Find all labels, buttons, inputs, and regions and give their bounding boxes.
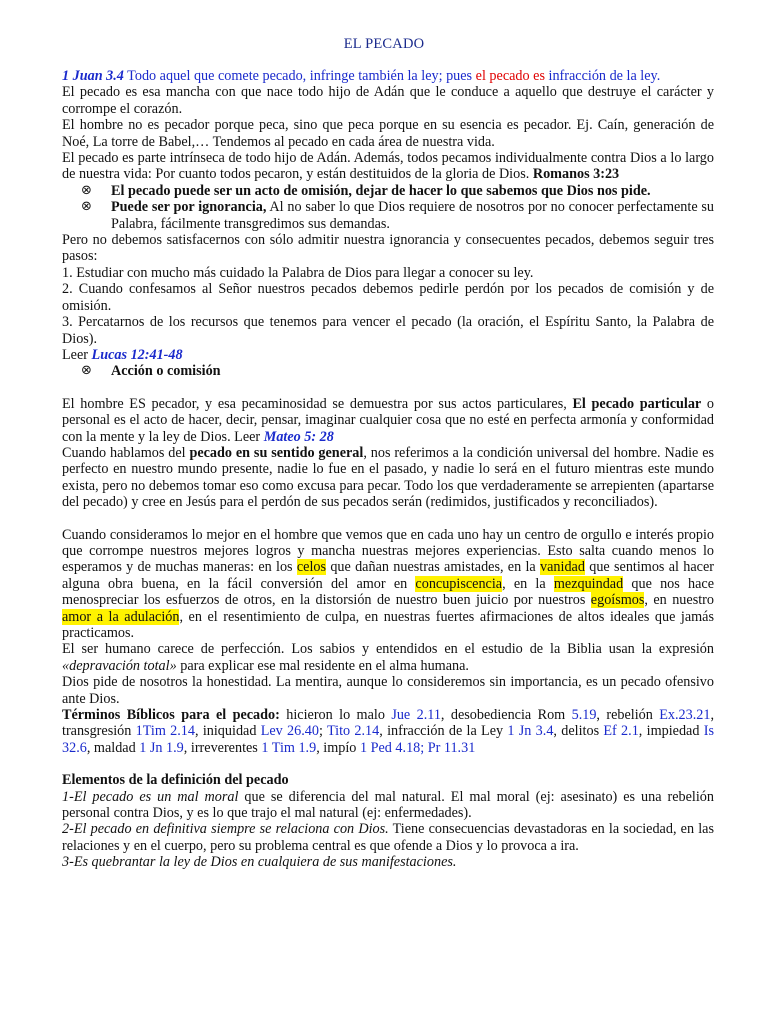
highlight: egoísmos xyxy=(590,592,645,609)
scripture-link[interactable]: Lev 26.40 xyxy=(260,723,319,740)
paragraph: El hombre no es pecador porque peca, sino que peca porque en su esencia es pecador. Ej. Caín, generación de Noé, La torre de Babel,… Tendemos al pecado en cada área de nuestra vida. xyxy=(62,117,714,150)
scripture-link[interactable]: Tito 2.14 xyxy=(326,723,380,740)
bullet-cross-icon: ⊗ xyxy=(81,199,92,215)
bullet-cross-icon: ⊗ xyxy=(81,363,92,379)
scripture-link[interactable]: Ef 2.1 xyxy=(603,723,639,740)
scripture-link[interactable]: Is 32.6 xyxy=(62,723,714,756)
verse-ref[interactable]: 1 Juan 3.4 xyxy=(62,68,124,84)
bullet-cross-icon: ⊗ xyxy=(81,182,92,198)
paragraph: El pecado es parte intrínseca de todo hijo de Adán. Además, todos pecamos individualmente contra Dios a lo largo de nuestra vida: Por cuanto todos pecaron, y están destituidos de la gloria de Dios. Romanos 3:23 xyxy=(62,150,714,183)
step-item: 2. Cuando confesamos al Señor nuestros pecados debemos pedirle perdón por los pecados de comisión y de omisión. xyxy=(62,281,714,314)
paragraph: Pero no debemos satisfacernos con sólo admitir nuestra ignorancia y consecuentes pecados, debemos seguir tres pasos: xyxy=(62,232,714,265)
highlight: celos xyxy=(296,559,327,576)
highlight: vanidad xyxy=(540,559,585,576)
element-item: 3-Es quebrantar la ley de Dios en cualquiera de sus manifestaciones. xyxy=(62,854,457,871)
scripture-link[interactable]: 1 Ped 4.18; Pr 11.31 xyxy=(359,739,476,756)
step-item: 3. Percatarnos de los recursos que tenemos para vencer el pecado (la oración, el Espíritu Santo, la Palabra de Dios). xyxy=(62,314,714,347)
scripture-link[interactable]: Jue 2.11 xyxy=(391,707,441,724)
bullet-item: ⊗ Puede ser por ignorancia, Al no saber lo que Dios requiere de nosotros por no conocer perfectamente su Palabra, fácilmente transgredimos sus demandas. xyxy=(81,199,715,232)
document-body xyxy=(62,68,714,871)
paragraph: El pecado es esa mancha con que nace todo hijo de Adán que le conduce a aquello que destruye el carácter y corrompe el corazón. xyxy=(62,84,714,117)
scripture-link[interactable]: Lucas 12:41-48 xyxy=(91,346,183,363)
scripture-link[interactable]: 5.19 xyxy=(571,707,597,724)
bullet-item: ⊗ El pecado puede ser un acto de omisión, dejar de hacer lo que sabemos que Dios nos pide. xyxy=(81,182,651,199)
scripture-link[interactable]: 1 Jn 3.4 xyxy=(507,723,554,740)
paragraph: El ser humano carece de perfección. Los sabios y entendidos en el estudio de la Biblia usan la expresión «depravación total» para explicar ese mal residente en el alma humana. xyxy=(62,641,714,674)
read-reference: Leer Lucas 12:41-48 xyxy=(62,346,183,363)
bullet-item: ⊗ Acción o comisión xyxy=(81,363,221,380)
element-item: 2-El pecado en definitiva siempre se relaciona con Dios. Tiene consecuencias devastadoras en la sociedad, en las relaciones y en el cuerpo, pero su problema central es que ofende a Dios y lo provoca a ira. xyxy=(62,821,714,854)
paragraph: Cuando hablamos del pecado en su sentido general, nos referimos a la condición universal del hombre. Nadie es perfecto en nuestro mundo presente, nadie lo fue en el pasado, y nadie lo será en el futuro mientras este mundo exista, pero no debemos tomar eso como excusa para pecar. Todo los que verdaderamente se arrepienten (apartarse del pecado) y cree en Jesús para el perdón de sus pecados serán (redimidos, justificados y reconciliados). xyxy=(62,444,715,511)
paragraph: Cuando consideramos lo mejor en el hombre que vemos que en cada uno hay un centro de orgullo e interés propio que corrompe nuestros mejores logros y mancha nuestras mejores experiencias. Esto salta cuando menos lo esperamos y de muchas maneras: en los celos que dañan nuestras amistades, en la vanidad que sentimos al hacer alguna obra buena, en la fácil conversión del amor en concupiscencia, en la mezquindad que nos hace menospreciar los esfuerzos de otros, en la distorsión de nuestro buen juicio por nuestros egoísmos, en nuestro amor a la adulación, en el resentimiento de culpa, en nuestras fuertes afirmaciones de altos ideales que jamás practicamos. xyxy=(62,526,714,641)
scripture-link[interactable]: 1 Tim 1.9 xyxy=(261,739,317,756)
paragraph: Dios pide de nosotros la honestidad. La mentira, aunque lo consideremos sin importancia, es un pecado ofensivo ante Dios. xyxy=(62,674,714,707)
element-item: 1-El pecado es un mal moral que se diferencia del mal natural. El mal moral (ej: asesinato) es una rebelión personal contra Dios, y es lo que trajo el mal natural (ej: enfermedades). xyxy=(62,788,714,822)
paragraph: El hombre ES pecador, y esa pecaminosidad se demuestra por sus actos particulares, El pecado particular o personal es el acto de hacer, decir, pensar, imaginar cualquier cosa que no esté en perfecta armonía y conformidad con la mente y la ley de Dios. Leer Mateo 5: 28 xyxy=(62,395,714,445)
section-heading: Elementos de la definición del pecado xyxy=(62,772,289,789)
highlight: amor a la adulación xyxy=(62,608,180,625)
page-title: EL PECADO xyxy=(343,36,425,52)
scripture-link[interactable]: Ex.23.21 xyxy=(659,707,711,724)
verse-paragraph: 1 Juan 3.4 Todo aquel que comete pecado, infringe también la ley; pues el pecado es infracción de la ley. xyxy=(62,68,661,84)
scripture-link[interactable]: 1 Jn 1.9 xyxy=(139,739,184,756)
scripture-link[interactable]: Mateo 5: 28 xyxy=(263,428,334,445)
highlight: concupiscencia xyxy=(415,575,503,592)
highlight: mezquindad xyxy=(553,575,624,592)
step-item: 1. Estudiar con mucho más cuidado la Palabra de Dios para llegar a conocer su ley. xyxy=(62,264,534,281)
terms-paragraph: Términos Bíblicos para el pecado: hicieron lo malo Jue 2.11, desobediencia Rom 5.19, rebelión Ex.23.21, transgresión 1Tim 2.14, iniquidad Lev 26.40; Tito 2.14, infracción de la Ley 1 Jn 3.4, delitos Ef 2.1, impiedad Is 32.6, maldad 1 Jn 1.9, irreverentes 1 Tim 1.9, impío 1 Ped 4.18; Pr 11.31 xyxy=(62,707,715,756)
scripture-link[interactable]: 1Tim 2.14 xyxy=(135,723,195,740)
